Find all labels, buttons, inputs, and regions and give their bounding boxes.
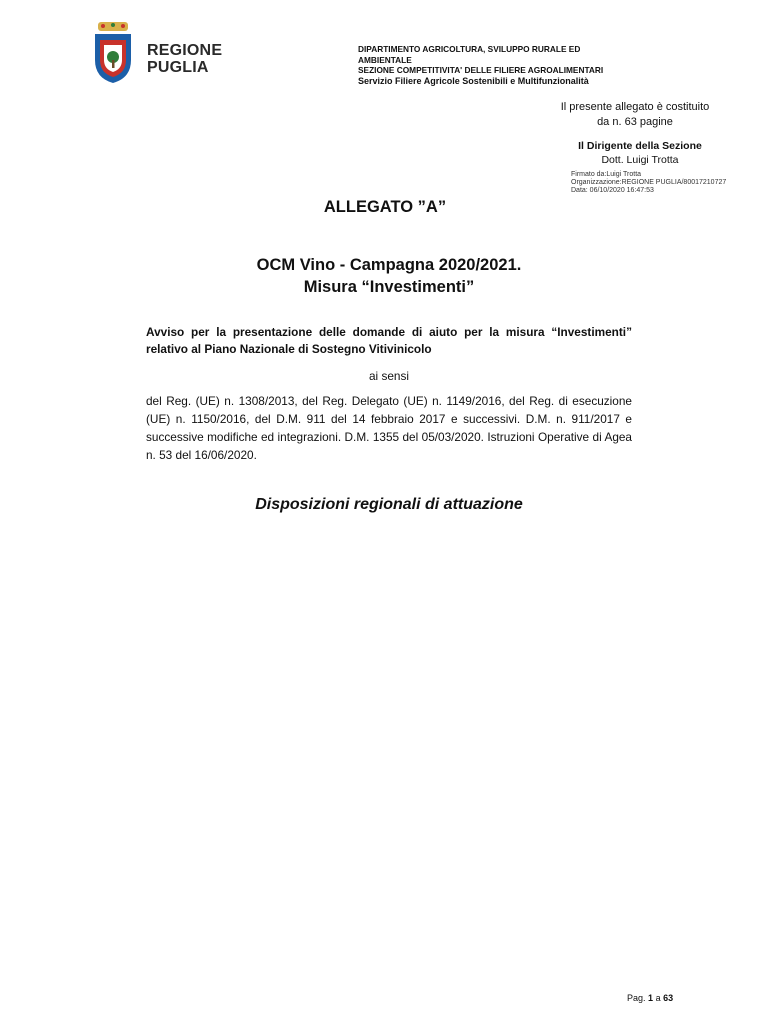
logo-text [147,42,222,76]
disposizioni-heading: Disposizioni regionali di attuazione [255,496,523,513]
allegato-title: ALLEGATO ”A” [323,198,447,216]
dirigente-name: Dott. Luigi Trotta [601,154,679,166]
dirigente-block [540,139,740,167]
logo-text-puglia: PUGLIA [147,59,209,76]
signature-signer: Firmato da:Luigi Trotta [571,171,642,178]
section-name: SEZIONE COMPETITIVITA' DELLE FILIERE AGROALIMENTARI [358,65,604,75]
dirigente-role: Il Dirigente della Sezione [578,140,702,152]
regione-puglia-logo [92,20,232,86]
page-separator: a [655,993,661,1003]
avviso-paragraph: Avviso per la presentazione delle domande di aiuto per la misura “Investimenti” relativo al Piano Nazionale di Sostegno Vitivinicolo [146,325,632,356]
coat-of-arms-icon [92,20,142,86]
department-line1: DIPARTIMENTO AGRICOLTURA, SVILUPPO RURALE ED [358,44,581,54]
main-title-misura: Misura “Investimenti” [303,278,475,296]
regulations-paragraph: del Reg. (UE) n. 1308/2013, del Reg. Delegato (UE) n. 1149/2016, del Reg. di esecuzione (UE) n. 1150/2016, del D.M. 911 del 14 febbraio 2017 e successivi. D.M. n. 911/2017 e successive modifiche ed integrazioni. D.M. 1355 del 05/03/2020. Istruzioni Operative di Agea n. 53 del 16/06/2020. [146,394,632,462]
main-title [0,254,770,298]
page-total: 63 [663,993,674,1003]
ai-sensi-text: ai sensi [369,369,409,383]
page-current: 1 [648,993,654,1003]
logo-text-regione: REGIONE [147,42,223,59]
main-title-ocm: OCM Vino - Campagna 2020/2021. [256,256,522,274]
page-count-note-line1: Il presente allegato è costituito [560,101,710,113]
page-prefix: Pag. [627,993,646,1003]
service-name: Servizio Filiere Agricole Sostenibili e Multifunzionalità [358,75,589,86]
signature-date: Data: 06/10/2020 16:47:53 [571,187,654,194]
department-header [358,44,648,86]
digital-signature [571,171,726,195]
department-line2: AMBIENTALE [358,54,412,65]
page-count-note-line2: da n. 63 pagine [597,116,673,128]
signature-organization: Organizzazione:REGIONE PUGLIA/80017210727 [571,179,727,186]
page-number [627,993,673,1003]
page-count-note [520,100,750,130]
